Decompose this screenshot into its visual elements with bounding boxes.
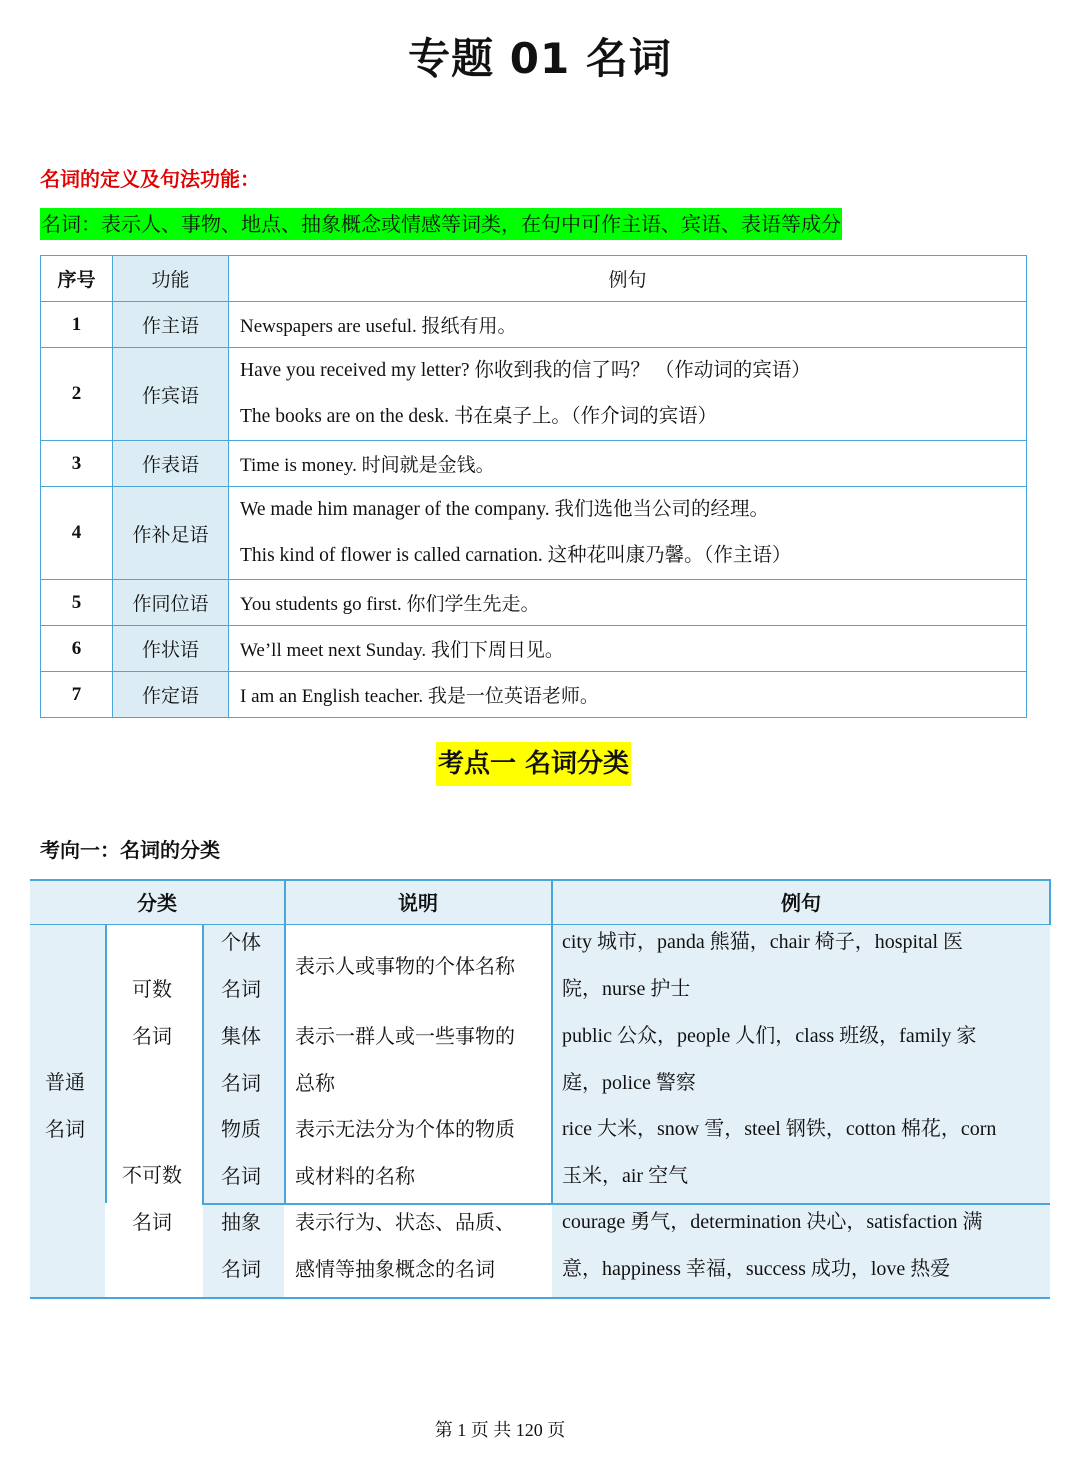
row-example: The books are on the desk. 书在桌子上。（作介词的宾语） [240,406,718,427]
example-line: 玉米，air 空气 [562,1165,689,1187]
type-material [221,1106,261,1200]
type-individual [221,919,261,1013]
row-function: 作宾语 [113,348,229,441]
row-example: I am an English teacher. 我是一位英语老师。 [229,672,1027,718]
row-number: 6 [41,626,113,672]
header-example: 例句 [552,879,1050,925]
row-number: 4 [41,487,113,580]
example-individual [562,919,963,1013]
desc-line: 或材料的名称 [295,1164,415,1188]
example-line: rice 大米，snow 雪，steel 钢铁，cotton 棉花，corn [562,1118,997,1140]
uncountable-line: 不可数 [122,1163,182,1187]
classification-table [30,879,1050,1299]
header-function: 功能 [113,256,229,302]
divider [551,879,553,1205]
row-number: 1 [41,302,113,348]
table-row [41,580,1027,626]
type-line: 名词 [221,1257,261,1281]
divider [1049,879,1051,925]
type-line: 集体 [221,1024,261,1048]
countable-line: 可数 [132,977,172,1001]
example-line: courage 勇气，determination 决心，satisfaction 满 [562,1211,983,1233]
header-example: 例句 [229,256,1027,302]
table-row [41,487,1027,580]
row-examples [229,348,1027,441]
type-line: 名词 [221,977,261,1001]
type-line: 名词 [221,1164,261,1188]
type-line: 抽象 [221,1210,261,1234]
divider [30,1297,1050,1299]
row-examples [229,487,1027,580]
definition-highlight: 名词：表示人、事物、地点、抽象概念或情感等词类，在句中可作主语、宾语、表语等成分 [40,208,842,240]
example-line: 意，happiness 幸福，success 成功，love 热爱 [562,1258,951,1280]
table-header-row [41,256,1027,302]
uncountable-label [122,1152,182,1246]
desc-line: 表示行为、状态、品质、 [295,1210,515,1234]
page-title: 专题 01 名词 [408,34,672,83]
row-number: 5 [41,580,113,626]
kaodian-heading: 考点一 名词分类 [436,742,631,786]
row-function: 作定语 [113,672,229,718]
example-line: city 城市，panda 熊猫，chair 椅子，hospital 医 [562,931,964,953]
example-collective [562,1013,976,1107]
row-number: 2 [41,348,113,441]
desc-line: 表示人或事物的个体名称 [295,954,515,978]
type-line: 物质 [221,1117,261,1141]
desc-individual [295,943,515,990]
example-line: public 公众，people 人们，class 班级，family 家 [562,1025,977,1047]
header-description: 说明 [284,879,552,925]
sub-heading: 考向一：名词的分类 [40,838,220,862]
desc-collective [295,1013,515,1107]
row-example: We made him manager of the company. 我们选他当公司的经理。 [240,499,769,520]
desc-line: 感情等抽象概念的名词 [295,1257,495,1281]
type-line: 名词 [221,1071,261,1095]
table-row [41,441,1027,487]
divider [105,925,107,1203]
divider [284,879,286,1205]
type-line: 个体 [221,930,261,954]
row-example: This kind of flower is called carnation. 这种花叫康乃馨。（作主语） [240,545,792,566]
row-function: 作表语 [113,441,229,487]
example-line: 院，nurse 护士 [562,978,691,1000]
row-function: 作同位语 [113,580,229,626]
type-abstract [221,1199,261,1293]
desc-abstract [295,1199,515,1293]
row-number: 7 [41,672,113,718]
function-table [40,255,1027,718]
common-noun-line: 名词 [45,1117,85,1141]
header-number: 序号 [41,256,113,302]
common-noun-label [45,1059,85,1153]
row-function: 作状语 [113,626,229,672]
section-heading: 名词的定义及句法功能： [40,167,260,191]
header-category: 分类 [30,879,284,925]
type-collective [221,1013,261,1107]
page-footer: 第 1 页 共 120 页 [434,1420,566,1440]
desc-line: 表示无法分为个体的物质 [295,1117,515,1141]
row-example: Newspapers are useful. 报纸有用。 [229,302,1027,348]
row-example: We’ll meet next Sunday. 我们下周日见。 [229,626,1027,672]
desc-material [295,1106,515,1200]
row-example: Time is money. 时间就是金钱。 [229,441,1027,487]
row-function: 作主语 [113,302,229,348]
countable-line: 名词 [132,1024,172,1048]
desc-line: 表示一群人或一些事物的 [295,1024,515,1048]
example-material [562,1106,996,1200]
row-example: You students go first. 你们学生先走。 [229,580,1027,626]
desc-line: 总称 [295,1071,335,1095]
table-row [41,672,1027,718]
table-row [41,348,1027,441]
divider [202,925,204,1203]
row-example: Have you received my letter? 你收到我的信了吗？ （作动词的宾语） [240,360,811,381]
table-row [41,626,1027,672]
example-line: 庭，police 警察 [562,1072,696,1094]
countable-label [132,966,172,1060]
common-noun-line: 普通 [45,1070,85,1094]
row-number: 3 [41,441,113,487]
table-row [41,302,1027,348]
row-function: 作补足语 [113,487,229,580]
uncountable-line: 名词 [132,1210,172,1234]
example-abstract [562,1199,982,1293]
